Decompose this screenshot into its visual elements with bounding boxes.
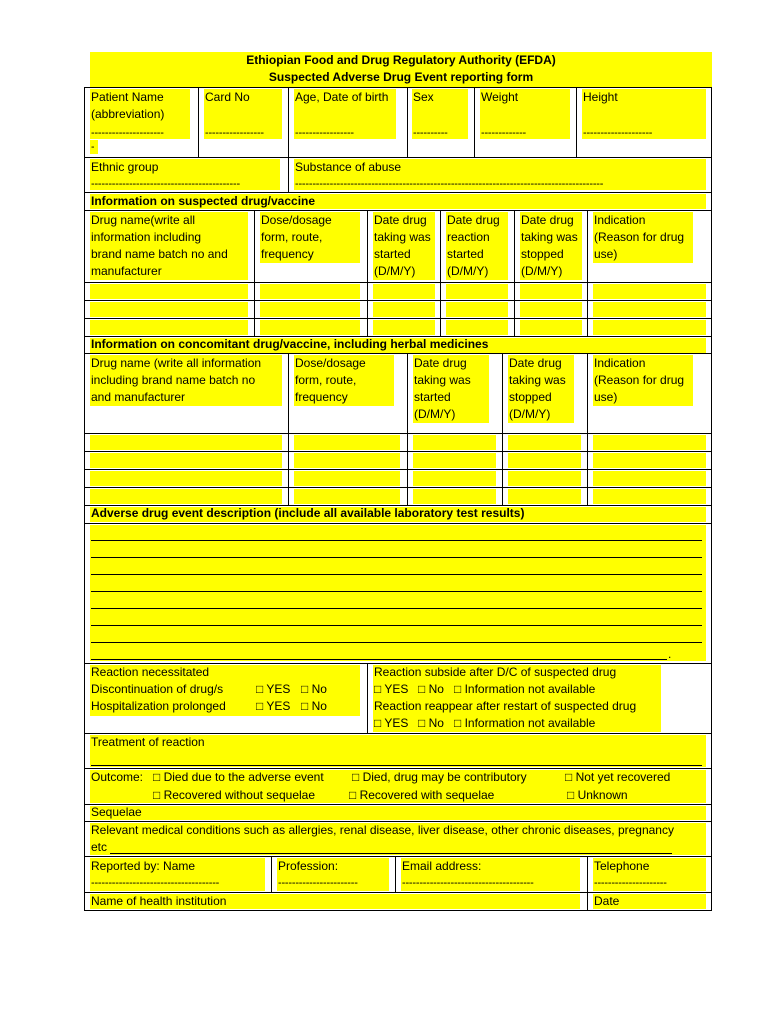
- reappear-no-checkbox[interactable]: □ No: [418, 716, 444, 730]
- concomitant-col-date-stopped: Date drug: [509, 356, 562, 370]
- concomitant-col-drug-name-l3: and manufacturer: [91, 390, 186, 404]
- concomitant-cell: [508, 489, 581, 504]
- concomitant-drug-heading: Information on concomitant drug/vaccine, including herbal medicines: [91, 337, 489, 351]
- suspected-cell: [520, 320, 582, 335]
- suspected-col-reaction-started-l4: (D/M/Y): [447, 264, 489, 278]
- outcome-unknown-checkbox[interactable]: □ Unknown: [567, 788, 628, 802]
- suspected-cell: [446, 302, 508, 317]
- concomitant-cell: [593, 453, 706, 468]
- treatment-label: Treatment of reaction: [91, 735, 205, 749]
- outcome-recovered-without-checkbox[interactable]: □ Recovered without sequelae: [153, 788, 316, 802]
- reported-by-label: Reported by: Name: [91, 859, 196, 873]
- reappear-na-checkbox[interactable]: □ Information not available: [454, 716, 596, 730]
- height-label: Height: [583, 90, 618, 104]
- concomitant-cell: [413, 471, 496, 486]
- concomitant-cell: [413, 453, 496, 468]
- concomitant-col-indication-l2: (Reason for drug: [594, 373, 685, 387]
- suspected-col-date-started-l4: (D/M/Y): [374, 264, 416, 278]
- discontinuation-no-checkbox[interactable]: □ No: [301, 682, 327, 696]
- discontinuation-label: Discontinuation of drug/s: [91, 682, 224, 696]
- concomitant-cell: [294, 453, 400, 468]
- suspected-cell: [260, 284, 360, 299]
- weight-field[interactable]: -------------: [481, 127, 527, 139]
- concomitant-cell: [508, 453, 581, 468]
- suspected-cell: [520, 284, 582, 299]
- suspected-col-date-stopped-l4: (D/M/Y): [521, 264, 563, 278]
- suspected-col-date-started-l2: taking was: [374, 230, 431, 244]
- outcome-label: Outcome:: [91, 770, 144, 784]
- date-label: Date: [594, 894, 620, 908]
- substance-abuse-label: Substance of abuse: [295, 160, 402, 174]
- telephone-field[interactable]: ---------------------: [594, 877, 667, 889]
- age-dob-field[interactable]: -----------------: [295, 127, 354, 139]
- treatment-field[interactable]: [91, 765, 702, 766]
- patient-name-field[interactable]: ---------------------: [91, 127, 164, 139]
- concomitant-col-date-started: Date drug: [414, 356, 467, 370]
- profession-label: Profession:: [278, 859, 339, 873]
- concomitant-col-date-stopped-l4: (D/M/Y): [509, 407, 551, 421]
- outcome-not-recovered-checkbox[interactable]: □ Not yet recovered: [565, 770, 671, 784]
- reaction-reappear-label: Reaction reappear after restart of suspected drug: [374, 699, 637, 713]
- discontinuation-yes-checkbox[interactable]: □ YES: [256, 682, 291, 696]
- ethnic-group-label: Ethnic group: [91, 160, 159, 174]
- ethnic-group-field[interactable]: -------------------------------------------: [91, 178, 240, 190]
- profession-field[interactable]: -----------------------: [278, 877, 358, 889]
- suspected-cell: [593, 302, 706, 317]
- reappear-yes-checkbox[interactable]: □ YES: [374, 716, 409, 730]
- sex-label: Sex: [413, 90, 434, 104]
- concomitant-col-dose: Dose/dosage: [295, 356, 366, 370]
- concomitant-row-1[interactable]: [90, 435, 282, 450]
- suspected-col-drug-name: Drug name(write all: [91, 213, 196, 227]
- suspected-row-1[interactable]: [90, 284, 248, 299]
- suspected-row-3[interactable]: [90, 320, 248, 335]
- sequelae-label: Sequelae: [91, 805, 142, 819]
- concomitant-col-date-stopped-l2: taking was: [509, 373, 566, 387]
- sex-field[interactable]: ----------: [413, 127, 448, 139]
- relevant-conditions-etc: etc: [91, 840, 108, 854]
- concomitant-col-drug-name: Drug name (write all information: [91, 356, 262, 370]
- suspected-cell: [260, 320, 360, 335]
- concomitant-cell: [593, 435, 706, 450]
- concomitant-cell: [508, 471, 581, 486]
- concomitant-row-3[interactable]: [90, 471, 282, 486]
- suspected-col-drug-name-l4: manufacturer: [91, 264, 162, 278]
- suspected-col-date-started: Date drug: [374, 213, 427, 227]
- form-subtitle: Suspected Adverse Drug Event reporting form: [268, 70, 534, 84]
- suspected-col-dose: Dose/dosage: [261, 213, 332, 227]
- suspected-cell: [446, 320, 508, 335]
- concomitant-col-date-stopped-l3: stopped: [509, 390, 552, 404]
- health-institution-label: Name of health institution: [91, 894, 227, 908]
- form-title: Ethiopian Food and Drug Regulatory Authority (EFDA): [246, 53, 556, 67]
- email-label: Email address:: [402, 859, 482, 873]
- suspected-col-indication: Indication: [594, 213, 646, 227]
- concomitant-col-dose-l3: frequency: [295, 390, 348, 404]
- suspected-col-reaction-started-l2: reaction: [447, 230, 490, 244]
- suspected-cell: [373, 320, 435, 335]
- outcome-recovered-with-checkbox[interactable]: □ Recovered with sequelae: [349, 788, 495, 802]
- hospitalization-yes-checkbox[interactable]: □ YES: [256, 699, 291, 713]
- relevant-conditions-label: Relevant medical conditions such as allergies, renal disease, liver disease, other chronic diseases, pregnancy: [91, 823, 674, 837]
- adverse-event-heading: Adverse drug event description (include all available laboratory test results): [91, 506, 525, 520]
- card-no-field[interactable]: -----------------: [205, 127, 264, 139]
- concomitant-cell: [294, 489, 400, 504]
- suspected-row-2[interactable]: [90, 302, 248, 317]
- substance-abuse-field[interactable]: -----------------------------------------------------------------------------------------: [295, 178, 604, 190]
- suspected-cell: [520, 302, 582, 317]
- suspected-col-drug-name-l2: information including: [91, 230, 202, 244]
- suspected-col-date-stopped-l3: stopped: [521, 247, 564, 261]
- patient-name-label: Patient Name: [91, 90, 164, 104]
- concomitant-col-dose-l2: form, route,: [295, 373, 357, 387]
- concomitant-cell: [413, 435, 496, 450]
- subside-na-checkbox[interactable]: □ Information not available: [454, 682, 596, 696]
- height-field[interactable]: --------------------: [583, 127, 653, 139]
- adverse-event-description-area[interactable]: [90, 525, 706, 661]
- age-dob-label: Age, Date of birth: [295, 90, 389, 104]
- concomitant-cell: [593, 471, 706, 486]
- reported-by-field[interactable]: -------------------------------------: [91, 877, 220, 889]
- suspected-col-indication-l3: use): [594, 247, 618, 261]
- relevant-conditions-field[interactable]: [110, 853, 672, 854]
- hospitalization-label: Hospitalization prolonged: [91, 699, 226, 713]
- concomitant-col-indication: Indication: [594, 356, 646, 370]
- suspected-col-dose-l3: frequency: [261, 247, 314, 261]
- suspected-cell: [260, 302, 360, 317]
- suspected-col-reaction-started: Date drug: [447, 213, 500, 227]
- email-field[interactable]: --------------------------------------: [402, 877, 534, 889]
- reaction-necessitated-label: Reaction necessitated: [91, 665, 210, 679]
- concomitant-col-date-started-l3: started: [414, 390, 451, 404]
- concomitant-row-4[interactable]: [90, 489, 282, 504]
- concomitant-col-date-started-l4: (D/M/Y): [414, 407, 456, 421]
- suspected-cell: [373, 302, 435, 317]
- suspected-col-date-stopped-l2: taking was: [521, 230, 578, 244]
- reaction-subside-label: Reaction subside after D/C of suspected drug: [374, 665, 617, 679]
- suspected-col-drug-name-l3: brand name batch no and: [91, 247, 228, 261]
- subside-no-checkbox[interactable]: □ No: [418, 682, 444, 696]
- concomitant-cell: [294, 435, 400, 450]
- suspected-drug-heading: Information on suspected drug/vaccine: [91, 194, 316, 208]
- concomitant-cell: [294, 471, 400, 486]
- telephone-label: Telephone: [594, 859, 650, 873]
- suspected-col-date-started-l3: started: [374, 247, 411, 261]
- concomitant-col-indication-l3: use): [594, 390, 618, 404]
- patient-name-field-tail: -: [91, 141, 95, 153]
- suspected-cell: [593, 284, 706, 299]
- suspected-cell: [446, 284, 508, 299]
- patient-name-label-abbrev: (abbreviation): [91, 107, 165, 121]
- subside-yes-checkbox[interactable]: □ YES: [374, 682, 409, 696]
- suspected-col-dose-l2: form, route,: [261, 230, 323, 244]
- hospitalization-no-checkbox[interactable]: □ No: [301, 699, 327, 713]
- concomitant-cell: [413, 489, 496, 504]
- suspected-col-reaction-started-l3: started: [447, 247, 484, 261]
- suspected-cell: [593, 320, 706, 335]
- outcome-died-contributory-checkbox[interactable]: □ Died, drug may be contributory: [352, 770, 527, 784]
- suspected-col-date-stopped: Date drug: [521, 213, 574, 227]
- concomitant-cell: [593, 489, 706, 504]
- adverse-event-end-mark: .: [668, 647, 672, 661]
- concomitant-cell: [508, 435, 581, 450]
- suspected-cell: [373, 284, 435, 299]
- concomitant-row-2[interactable]: [90, 453, 282, 468]
- concomitant-col-drug-name-l2: including brand name batch no: [91, 373, 256, 387]
- outcome-died-ade-checkbox[interactable]: □ Died due to the adverse event: [153, 770, 324, 784]
- weight-label: Weight: [481, 90, 519, 104]
- card-no-label: Card No: [205, 90, 250, 104]
- suspected-col-indication-l2: (Reason for drug: [594, 230, 685, 244]
- concomitant-col-date-started-l2: taking was: [414, 373, 471, 387]
